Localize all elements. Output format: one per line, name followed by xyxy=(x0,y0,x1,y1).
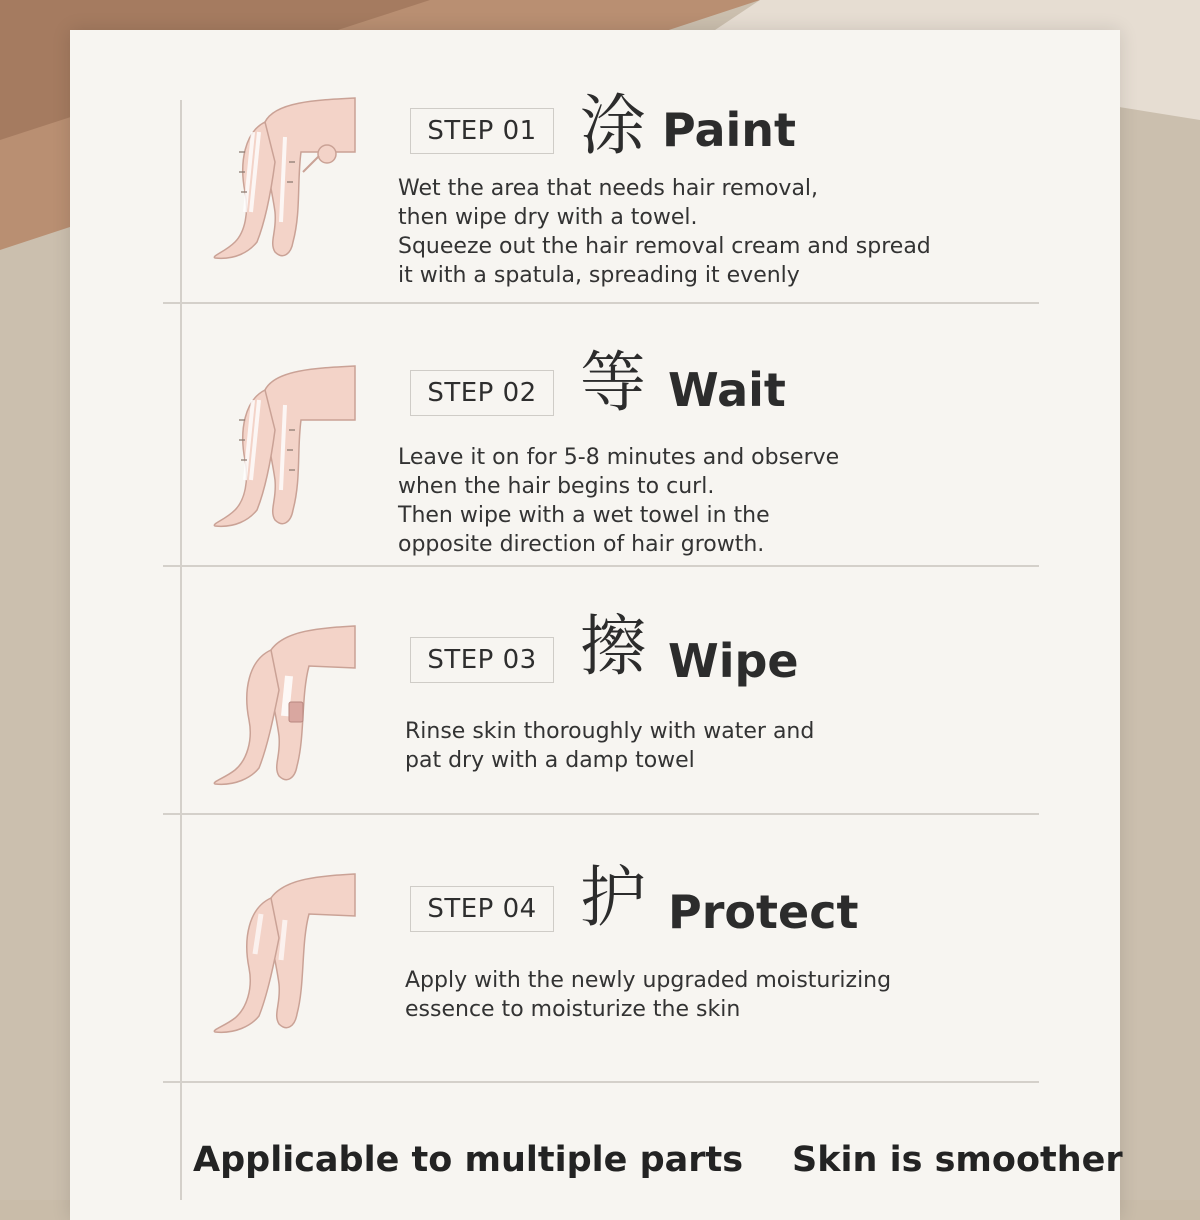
footer-multiple-parts: Applicable to multiple parts xyxy=(193,1140,744,1180)
step-title: Protect xyxy=(668,885,859,939)
step-description-line: Squeeze out the hair removal cream and spread xyxy=(398,234,931,259)
step-chinese-char: 等 xyxy=(580,344,646,421)
legs-paint-illustration xyxy=(205,92,365,272)
step-description-line: pat dry with a damp towel xyxy=(405,748,695,773)
step-badge: STEP 03 xyxy=(410,637,554,683)
footer-smoother-skin: Skin is smoother xyxy=(792,1140,1123,1180)
step-description-line: when the hair begins to curl. xyxy=(398,474,715,499)
step-description-line: Leave it on for 5-8 minutes and observe xyxy=(398,445,840,470)
step-title: Wipe xyxy=(668,634,799,688)
step-description xyxy=(398,174,931,290)
step-description-line: Apply with the newly upgraded moisturizing xyxy=(405,968,892,993)
step-description-line: it with a spatula, spreading it evenly xyxy=(398,263,800,288)
step-description-line: Then wipe with a wet towel in the xyxy=(398,503,770,528)
divider-4 xyxy=(163,1081,1039,1083)
step-chinese-char: 擦 xyxy=(580,608,646,685)
legs-protect-illustration xyxy=(205,864,365,1044)
legs-wait-illustration xyxy=(205,360,365,540)
step-badge: STEP 02 xyxy=(410,370,554,416)
divider-2 xyxy=(163,565,1039,567)
step-description xyxy=(398,443,839,559)
step-chinese-char: 涂 xyxy=(580,87,646,164)
divider-1 xyxy=(163,302,1039,304)
vertical-divider xyxy=(180,100,182,1200)
step-title: Wait xyxy=(668,363,786,417)
step-description xyxy=(405,966,891,1024)
step-title: Paint xyxy=(662,103,797,157)
step-description-line: Rinse skin thoroughly with water and xyxy=(405,719,815,744)
step-description-line: Wet the area that needs hair removal, xyxy=(398,176,819,201)
step-description-line: then wipe dry with a towel. xyxy=(398,205,698,230)
divider-3 xyxy=(163,813,1039,815)
step-badge: STEP 04 xyxy=(410,886,554,932)
step-description xyxy=(405,717,814,775)
step-description-line: opposite direction of hair growth. xyxy=(398,532,765,557)
step-description-line: essence to moisturize the skin xyxy=(405,997,741,1022)
step-chinese-char: 护 xyxy=(580,859,646,936)
step-badge: STEP 01 xyxy=(410,108,554,154)
legs-wipe-illustration xyxy=(205,616,365,796)
